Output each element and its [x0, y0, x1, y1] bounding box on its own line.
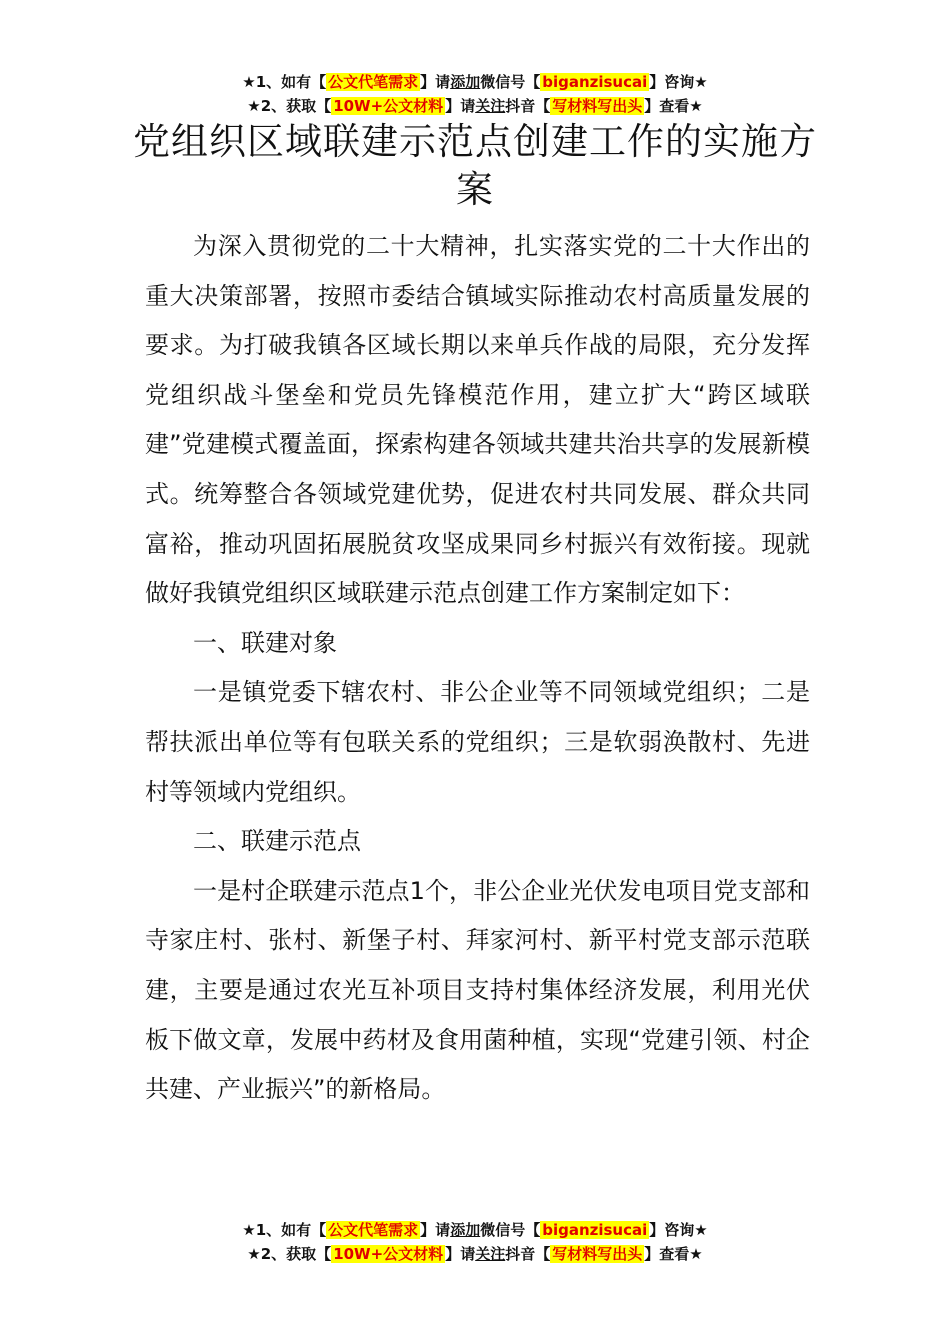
- promo-text: ★1、如有【: [242, 1221, 327, 1239]
- promo-text: 抖音【: [505, 1245, 551, 1263]
- promo-text: 】请: [420, 1221, 451, 1239]
- promo-underline: 添加: [450, 73, 481, 91]
- title-line-1: 党组织区域联建示范点创建工作的实施方: [133, 120, 817, 163]
- intro-paragraph: 为深入贯彻党的二十大精神，扎实落实党的二十大作出的重大决策部署，按照市委结合镇域实际推动农村高质量发展的要求。为打破我镇各区域长期以来单兵作战的局限，充分发挥党组织战斗堡垒和党员先锋模范作用，建立扩大“跨区域联建”党建模式覆盖面，探索构建各领域共建共治共享的发展新模式。统筹整合各领域党建优势，促进农村共同发展、群众共同富裕，推动巩固拓展脱贫攻坚成果同乡村振兴有效衔接。现就做好我镇党组织区域联建示范点创建工作方案制定如下：: [145, 232, 810, 608]
- promo-text: ★2、获取【: [247, 1245, 332, 1263]
- section-1-paragraph: 一是镇党委下辖农村、非公企业等不同领域党组织；二是帮扶派出单位等有包联关系的党组织；三是软弱涣散村、先进村等领域内党组织。: [145, 678, 810, 806]
- promo-text: 】请: [445, 1245, 476, 1263]
- promo-highlight: 公文代笔需求: [328, 1221, 419, 1239]
- promo-text: 】咨询★: [649, 1221, 708, 1239]
- promo-line-1: [0, 70, 950, 94]
- promo-text: 】查看★: [644, 97, 703, 115]
- promo-underline: 关注: [475, 97, 506, 115]
- title-line-2: 案: [456, 168, 494, 211]
- section-2-paragraph: 一是村企联建示范点1个，非公企业光伏发电项目党支部和寺家庄村、张村、新堡子村、拜家河村、新平村党支部示范联建，主要是通过农光互补项目支持村集体经济发展，利用光伏板下做文章，发展中药材及食用菌种植，实现“党建引领、村企共建、产业振兴”的新格局。: [145, 876, 810, 1104]
- promo-text: 】请: [445, 97, 476, 115]
- promo-wechat-id: biganzisucai: [542, 73, 648, 91]
- promo-text: 】查看★: [644, 1245, 703, 1263]
- promo-wechat-id: biganzisucai: [542, 1221, 648, 1239]
- section-heading-2: 二、联建示范点: [193, 827, 361, 856]
- promo-line-2: [0, 94, 950, 118]
- promo-underline: 关注: [475, 1245, 506, 1263]
- promo-highlight: 10W+公文材料: [333, 97, 444, 115]
- promo-text: 】请: [420, 73, 451, 91]
- document-body: [145, 222, 810, 1115]
- promo-text: 微信号【: [480, 1221, 541, 1239]
- promo-text: 抖音【: [505, 97, 551, 115]
- promo-banner-top: [0, 70, 950, 118]
- promo-underline: 添加: [450, 1221, 481, 1239]
- section-heading-1: 一、联建对象: [193, 628, 337, 657]
- promo-douyin-id: 写材料写出头: [552, 1245, 643, 1263]
- document-title: [0, 118, 950, 214]
- promo-douyin-id: 写材料写出头: [552, 97, 643, 115]
- promo-text: ★2、获取【: [247, 97, 332, 115]
- promo-text: 】咨询★: [649, 73, 708, 91]
- promo-highlight: 10W+公文材料: [333, 1245, 444, 1263]
- promo-text: ★1、如有【: [242, 73, 327, 91]
- promo-banner-bottom: [0, 1218, 950, 1266]
- promo-highlight: 公文代笔需求: [328, 73, 419, 91]
- promo-text: 微信号【: [480, 73, 541, 91]
- promo-line-1: [0, 1218, 950, 1242]
- promo-line-2: [0, 1242, 950, 1266]
